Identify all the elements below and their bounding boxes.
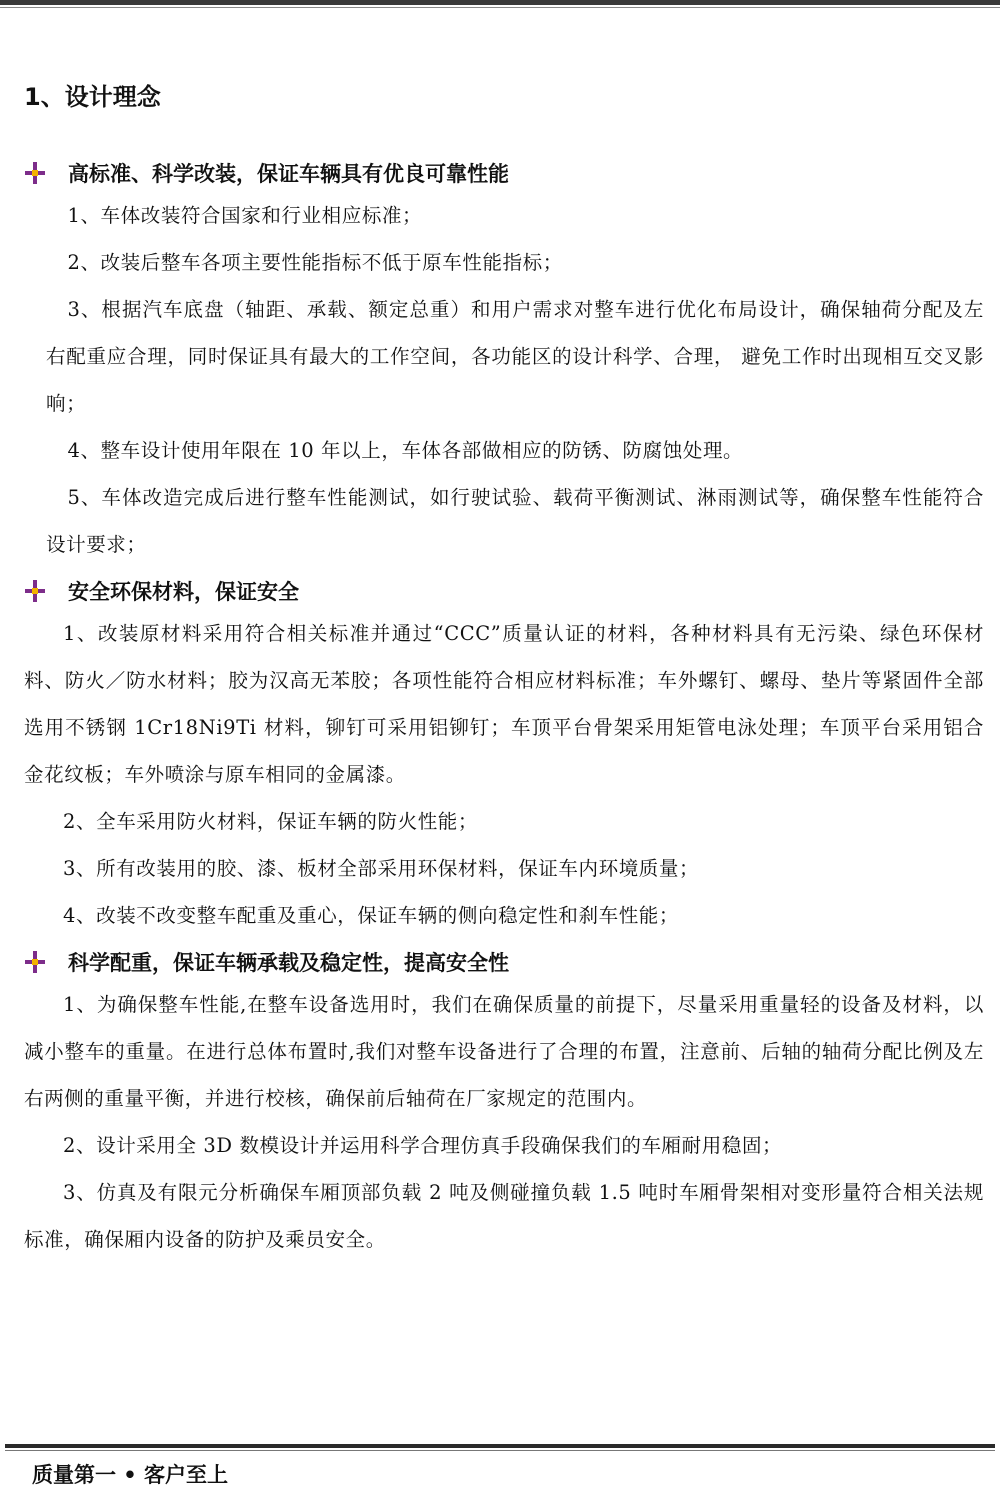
document-body [24, 74, 984, 1263]
paragraph: 2、设计采用全 3D 数模设计并运用科学合理仿真手段确保我们的车厢耐用稳固； [63, 1134, 783, 1157]
top-rule [0, 0, 1000, 5]
paragraph: 5、车体改造完成后进行整车性能测试，如行驶试验、载荷平衡测试、淋雨测试等，确保整车性能符合设计要求； [46, 486, 984, 556]
paragraph: 3、所有改装用的胶、漆、板材全部采用环保材料，保证车内环境质量； [63, 857, 700, 880]
paragraph: 1、为确保整车性能,在整车设备选用时，我们在确保质量的前提下，尽量采用重量轻的设备及材料，以减小整车的重量。在进行总体布置时,我们对整车设备进行了合理的布置，注意前、后轴的轴荷分配比例及左右两侧的重量平衡，并进行校核，确保前后轴荷在厂家规定的范围内。 [24, 993, 984, 1110]
paragraph: 4、整车设计使用年限在 10 年以上，车体各部做相应的防锈、防腐蚀处理。 [67, 439, 744, 462]
cross-bullet-icon [24, 951, 46, 973]
section-header [24, 154, 984, 192]
top-rule-thin [0, 7, 1000, 8]
cross-bullet-icon [24, 580, 46, 602]
footer-slogan: 质量第一 • 客户至上 [32, 1463, 229, 1487]
paragraph: 2、全车采用防火材料，保证车辆的防火性能； [63, 810, 479, 833]
bottom-rule-thin [5, 1450, 995, 1451]
paragraph: 3、仿真及有限元分析确保车厢顶部负载 2 吨及侧碰撞负载 1.5 吨时车厢骨架相对变形量符合相关法规标准，确保厢内设备的防护及乘员安全。 [24, 1181, 984, 1251]
paragraph: 1、改装原材料采用符合相关标准并通过“CCC”质量认证的材料，各种材料具有无污染、绿色环保材料、防火／防水材料；胶为汉高无苯胶；各项性能符合相应材料标准；车外螺钉、螺母、垫片等紧固件全部选用不锈钢 1Cr18Ni9Ti 材料，铆钉可采用铝铆钉；车顶平台骨架采用矩管电泳处理；车顶平台采用铝合金花纹板；车外喷涂与原车相同的金属漆。 [24, 622, 984, 786]
paragraph: 3、根据汽车底盘（轴距、承载、额定总重）和用户需求对整车进行优化布局设计，确保轴荷分配及左右配重应合理，同时保证具有最大的工作空间，各功能区的设计科学、合理， 避免工作时出现相互交叉影响； [46, 298, 984, 415]
section-header [24, 943, 984, 981]
paragraph: 2、改装后整车各项主要性能指标不低于原车性能指标； [67, 251, 563, 274]
cross-bullet-icon [24, 162, 46, 184]
section-title: 安全环保材料，保证安全 [68, 580, 299, 604]
section-title: 科学配重，保证车辆承载及稳定性，提高安全性 [68, 951, 509, 975]
paragraph: 4、改装不改变整车配重及重心，保证车辆的侧向稳定性和刹车性能； [63, 904, 680, 927]
page-heading: 1、设计理念 [24, 83, 161, 111]
section-title: 高标准、科学改装，保证车辆具有优良可靠性能 [68, 162, 509, 186]
bottom-rule [5, 1444, 995, 1448]
section-header [24, 572, 984, 610]
paragraph: 1、车体改装符合国家和行业相应标准； [67, 204, 423, 227]
